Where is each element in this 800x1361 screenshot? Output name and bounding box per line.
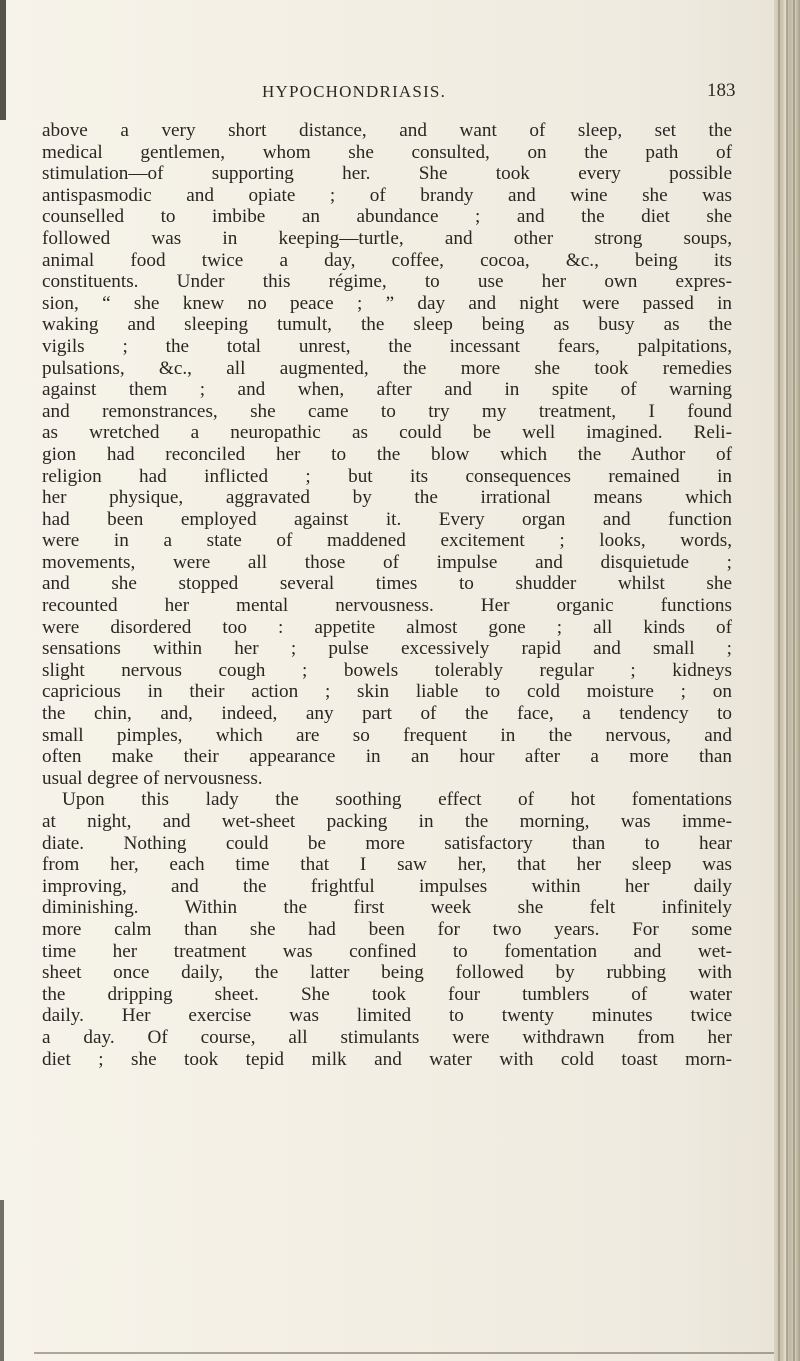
text-line: gion had reconciled her to the blow which the Author of bbox=[42, 443, 732, 465]
text-line: antispasmodic and opiate ; of brandy and wine she was bbox=[42, 184, 732, 206]
text-line: at night, and wet-sheet packing in the morning, was imme- bbox=[42, 811, 732, 832]
text-line: were in a state of maddened excitement ; looks, words, bbox=[42, 530, 732, 552]
text-line: followed was in keeping—turtle, and other strong soups, bbox=[42, 227, 732, 249]
text-line: stimulation—of supporting her. She took every possible bbox=[42, 163, 732, 185]
text-line: and remonstrances, she came to try my treatment, I found bbox=[42, 400, 732, 422]
text-line: medical gentlemen, whom she consulted, on the path of bbox=[42, 141, 732, 163]
left-margin-mark-lower bbox=[0, 1200, 4, 1361]
text-line: movements, were all those of impulse and disquietude ; bbox=[42, 551, 732, 573]
text-line: usual degree of nervousness. bbox=[42, 767, 263, 789]
text-line: religion had inflicted ; but its consequences remained in bbox=[42, 465, 732, 487]
text-line: capricious in their action ; skin liable to cold moisture ; on bbox=[42, 681, 732, 703]
page-header bbox=[0, 82, 800, 112]
body-text bbox=[42, 120, 732, 1070]
text-line: the dripping sheet. She took four tumblers of water bbox=[42, 983, 732, 1005]
text-line: had been employed against it. Every organ and function bbox=[42, 508, 732, 530]
page-edge-line bbox=[793, 0, 795, 1361]
page-edge-line bbox=[786, 0, 788, 1361]
text-line: Upon this lady the soothing effect of hot fomentations bbox=[62, 789, 732, 811]
text-line: diet ; she took tepid milk and water with cold toast morn- bbox=[42, 1048, 732, 1070]
text-line: a day. Of course, all stimulants were withdrawn from her bbox=[42, 1026, 732, 1048]
page-number: 183 bbox=[707, 80, 736, 101]
text-line: diate. Nothing could be more satisfactory than to hear bbox=[42, 832, 732, 854]
text-line: and she stopped several times to shudder whilst she bbox=[42, 573, 732, 595]
text-line: pulsations, &c., all augmented, the more she took remedies bbox=[42, 357, 732, 379]
text-line: the chin, and, indeed, any part of the face, a tendency to bbox=[42, 703, 732, 725]
text-line: sensations within her ; pulse excessively rapid and small ; bbox=[42, 638, 732, 660]
text-line: constituents. Under this régime, to use her own expres- bbox=[42, 271, 732, 293]
page-edge-line bbox=[778, 0, 780, 1361]
text-line: her physique, aggravated by the irrational means which bbox=[42, 487, 732, 509]
text-line: waking and sleeping tumult, the sleep being as busy as the bbox=[42, 314, 732, 336]
page-edge bbox=[774, 0, 800, 1361]
text-line: counselled to imbibe an abundance ; and the diet she bbox=[42, 206, 732, 228]
text-line: sion, “ she knew no peace ; ” day and night were passed in bbox=[42, 292, 732, 314]
text-line: more calm than she had been for two years. For some bbox=[42, 918, 732, 940]
text-line: above a very short distance, and want of sleep, set the bbox=[42, 120, 732, 141]
text-line: sheet once daily, the latter being followed by rubbing with bbox=[42, 962, 732, 984]
text-line: slight nervous cough ; bowels tolerably regular ; kidneys bbox=[42, 659, 732, 681]
text-line: small pimples, which are so frequent in the nervous, and bbox=[42, 724, 732, 746]
text-line: as wretched a neuropathic as could be well imagined. Reli- bbox=[42, 422, 732, 444]
bottom-rule bbox=[34, 1352, 774, 1354]
text-line: were disordered too : appetite almost gone ; all kinds of bbox=[42, 616, 732, 638]
text-line: vigils ; the total unrest, the incessant fears, palpitations, bbox=[42, 335, 732, 357]
text-line: against them ; and when, after and in spite of warning bbox=[42, 379, 732, 401]
text-line: daily. Her exercise was limited to twenty minutes twice bbox=[42, 1005, 732, 1027]
text-line: recounted her mental nervousness. Her organic functions bbox=[42, 595, 732, 617]
text-line: often make their appearance in an hour after a more than bbox=[42, 746, 732, 768]
text-line: animal food twice a day, coffee, cocoa, &c., being its bbox=[42, 249, 732, 271]
text-line: improving, and the frightful impulses within her daily bbox=[42, 875, 732, 897]
text-line: time her treatment was confined to fomentation and wet- bbox=[42, 940, 732, 962]
text-line: from her, each time that I saw her, that her sleep was bbox=[42, 854, 732, 876]
text-line: diminishing. Within the first week she felt infinitely bbox=[42, 897, 732, 919]
running-head: HYPOCHONDRIASIS. bbox=[262, 82, 447, 101]
